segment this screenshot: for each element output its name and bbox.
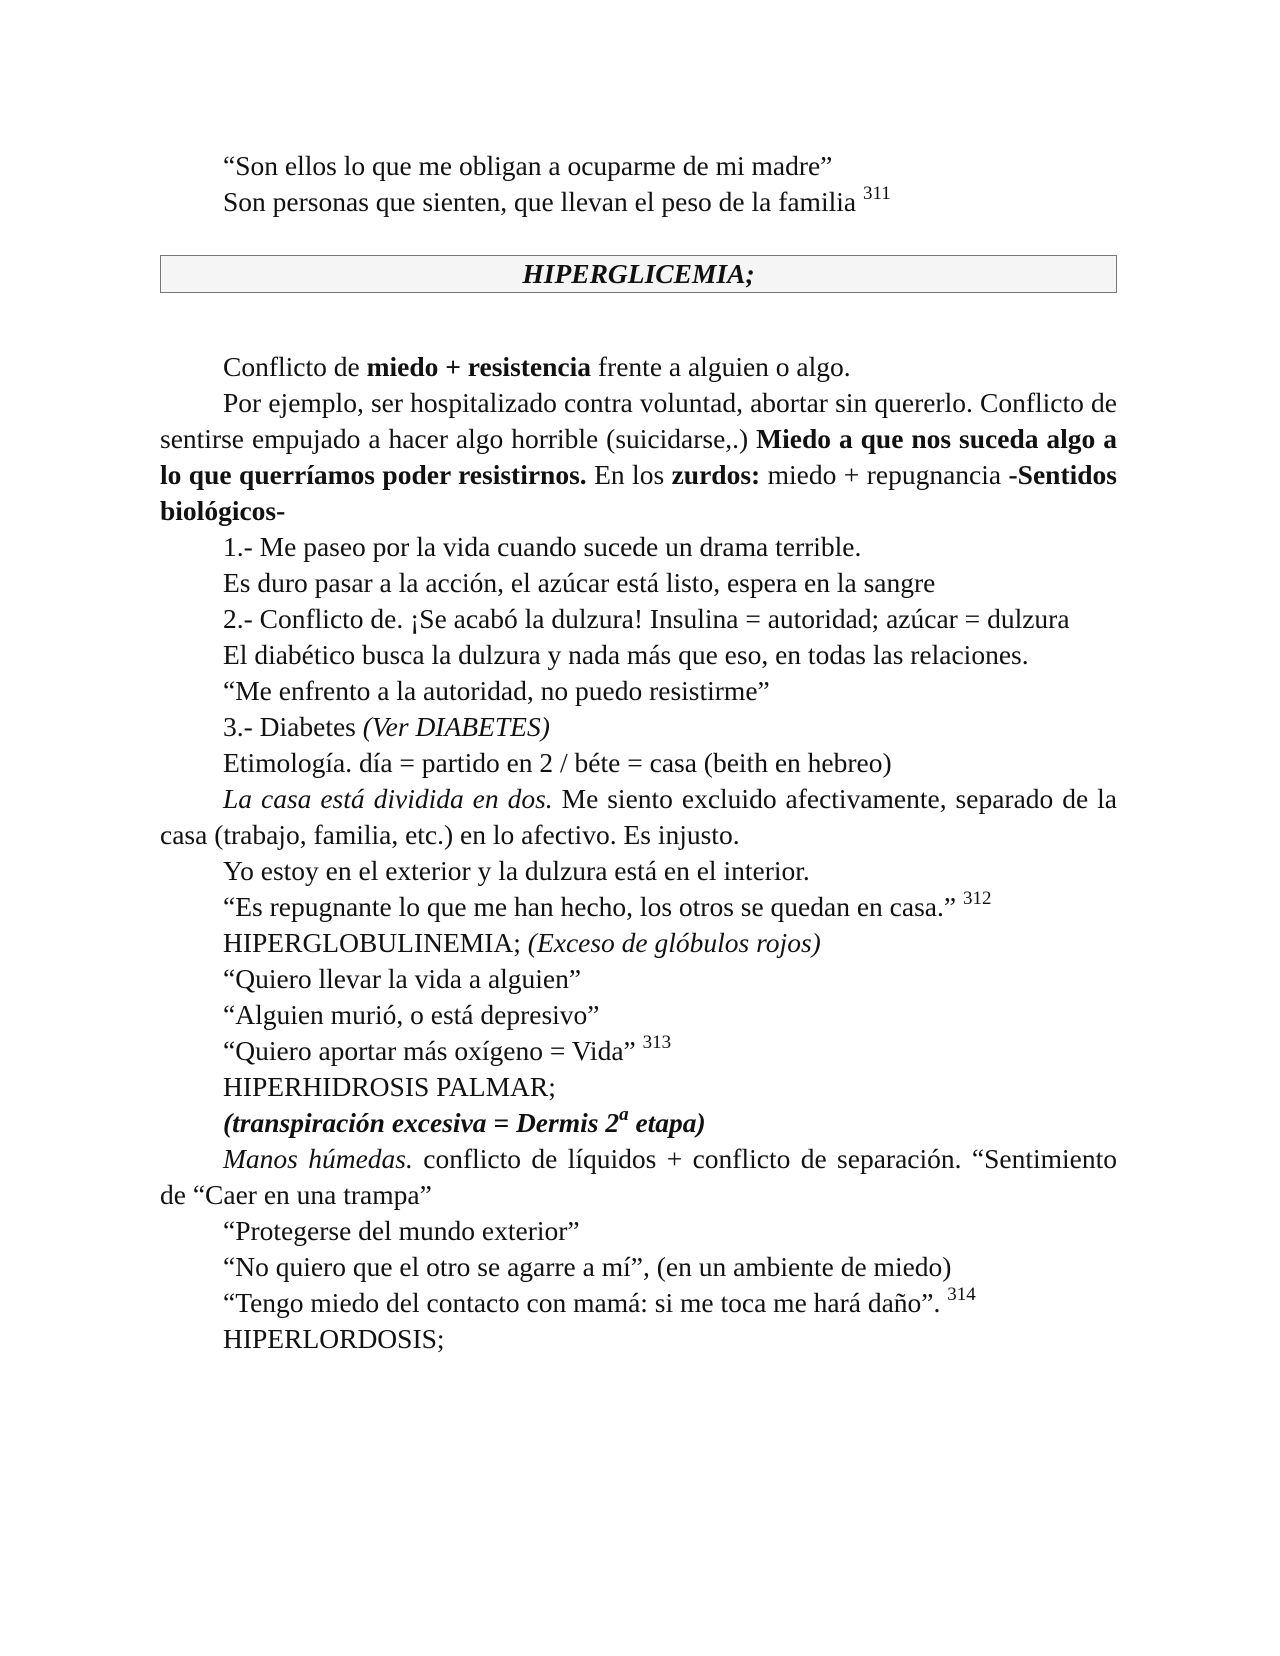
line-text: HIPERLORDOSIS; (223, 1323, 445, 1354)
text-line (160, 1321, 1117, 1357)
paragraph-conflict (160, 349, 1117, 385)
quote-line (160, 1033, 1117, 1069)
italic-text: (Ver DIABETES) (362, 711, 550, 742)
quote-line (160, 889, 1117, 925)
section-title-box (160, 255, 1117, 293)
line-text: conflicto de líquidos + conflicto de separación. “Sentimiento de “Caer en una trampa” (160, 1143, 1117, 1210)
quote-line (160, 1285, 1117, 1321)
bold-italic-text: (transpiración excesiva = Dermis 2 (223, 1107, 620, 1138)
quote-text: “Me enfrento a la autoridad, no puedo resistirme” (223, 675, 770, 706)
line-text: Me siento excluido afectivamente, separado de la casa (trabajo, familia, etc.) en lo afectivo. Es injusto. (160, 783, 1117, 850)
footnote-ref-314: 314 (947, 1283, 976, 1305)
bold-text: miedo + resistencia (366, 351, 592, 382)
text-line (160, 1105, 1117, 1141)
line-text: HIPERGLOBULINEMIA; (223, 927, 528, 958)
text-line (160, 184, 1117, 220)
line-text: 1.- Me paseo por la vida cuando sucede un drama terrible. (223, 531, 862, 562)
footnote-ref-311: 311 (862, 182, 891, 204)
text-line (160, 745, 1117, 781)
text-line (160, 853, 1117, 889)
bold-italic-text: etapa) (628, 1107, 706, 1138)
footnote-ref-313: 313 (642, 1031, 672, 1053)
line-text: El diabético busca la dulzura y nada más que eso, en todas las relaciones. (223, 639, 1029, 670)
quote-text: “Son ellos lo que me obligan a ocuparme de mi madre” (223, 150, 833, 181)
line-text: Yo estoy en el exterior y la dulzura está en el interior. (223, 855, 810, 886)
text-paragraph (160, 781, 1117, 853)
text-span: En los (586, 459, 672, 490)
text-span: Conflicto de (223, 351, 367, 382)
footnote-ref-312: 312 (962, 887, 992, 909)
line-text: HIPERHIDROSIS PALMAR; (223, 1071, 556, 1102)
text-line (160, 565, 1117, 601)
section-title: HIPERGLICEMIA; (522, 258, 755, 289)
quote-text: “Tengo miedo del contacto con mamá: si me toca me hará daño”. (223, 1287, 948, 1318)
text-paragraph (160, 601, 1117, 637)
quote-text: “No quiero que el otro se agarre a mí”, (en un ambiente de miedo) (223, 1251, 952, 1282)
quote-line (160, 1249, 1117, 1285)
page-body (160, 148, 1117, 1357)
quote-line (160, 673, 1117, 709)
text-paragraph (160, 637, 1117, 673)
text-line (160, 925, 1117, 961)
bold-text: zurdos: (671, 459, 761, 490)
paragraph-example (160, 385, 1117, 529)
quote-line (160, 1213, 1117, 1249)
text-span: Por ejemplo, ser hospitalizado contra voluntad, abortar sin quererlo. Conflicto de sentirse empujado a hacer algo horrible (suicidarse,.) (160, 387, 1117, 454)
quote-line (160, 997, 1117, 1033)
text-line (160, 1069, 1117, 1105)
quote-text: “Protegerse del mundo exterior” (223, 1215, 580, 1246)
quote-line (160, 148, 1117, 184)
text-span: miedo + repugnancia (760, 459, 1009, 490)
quote-text: “Quiero aportar más oxígeno = Vida” (223, 1035, 643, 1066)
text-line (160, 709, 1117, 745)
text-line (160, 529, 1117, 565)
italic-text: (Exceso de glóbulos rojos) (527, 927, 821, 958)
quote-line (160, 961, 1117, 997)
ordinal-sup: a (619, 1103, 629, 1125)
quote-text: “Es repugnante lo que me han hecho, los otros se quedan en casa.” (223, 891, 963, 922)
text-span: frente a alguien o algo. (591, 351, 851, 382)
text-paragraph (160, 1141, 1117, 1213)
line-text: Son personas que sienten, que llevan el peso de la familia (223, 186, 863, 217)
line-text: Etimología. día = partido en 2 / béte = casa (beith en hebreo) (223, 747, 892, 778)
italic-text: Manos húmedas. (223, 1143, 413, 1174)
bold-text: -Sentidos biológicos- (160, 459, 1118, 526)
line-text: 3.- Diabetes (223, 711, 363, 742)
quote-text: “Alguien murió, o está depresivo” (223, 999, 600, 1030)
line-text: 2.- Conflicto de. ¡Se acabó la dulzura! Insulina = autoridad; azúcar = dulzura (223, 603, 1070, 634)
italic-text: La casa está dividida en dos. (223, 783, 553, 814)
quote-text: “Quiero llevar la vida a alguien” (223, 963, 582, 994)
line-text: Es duro pasar a la acción, el azúcar está listo, espera en la sangre (223, 567, 936, 598)
bold-text: Miedo a que nos suceda algo a lo que querríamos poder resistirnos. (160, 423, 1117, 490)
